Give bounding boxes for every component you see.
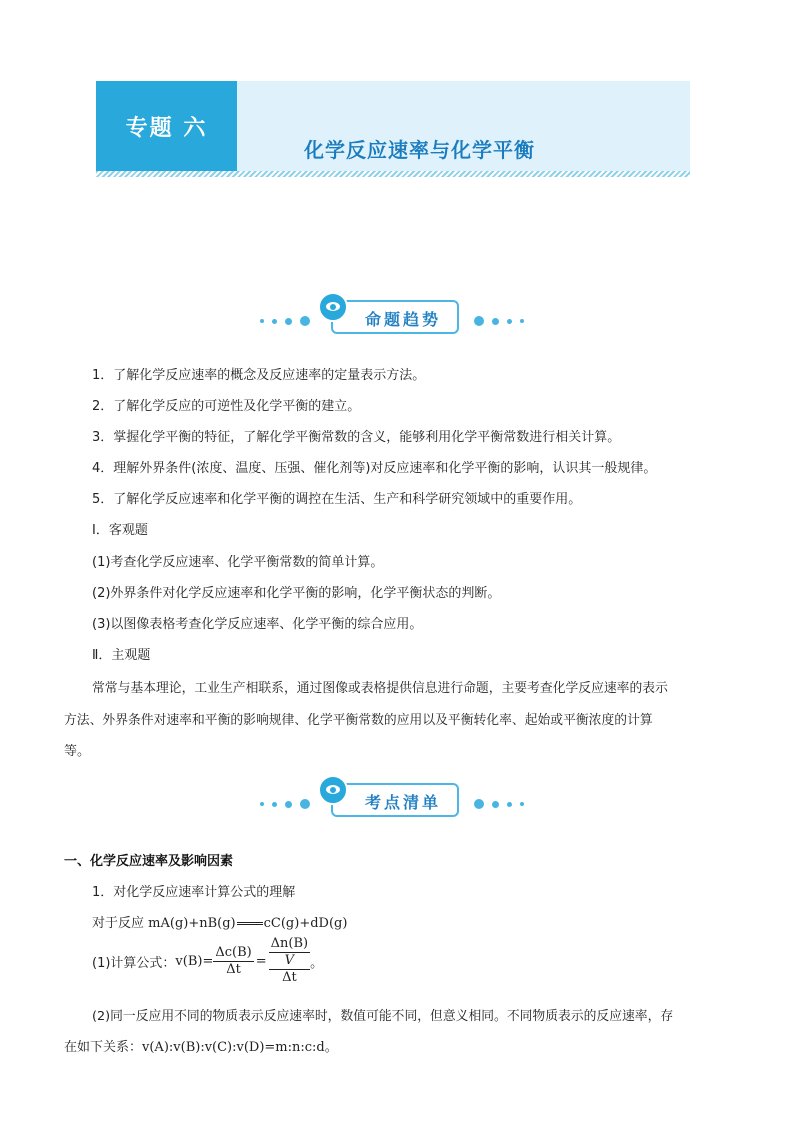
banner-divider (96, 171, 690, 177)
subjective-section-heading: Ⅱ．主观题 (92, 648, 151, 663)
paragraph-2-line-2 (64, 1036, 338, 1055)
left-dots (260, 799, 310, 809)
frac-numerator: Δc(B) (215, 944, 252, 960)
reaction-left: mA(g)+nB(g) (148, 916, 236, 931)
fraction-concentration (213, 945, 253, 978)
chapter-tag: 专题 六 (96, 81, 237, 171)
inner-fraction (269, 936, 310, 969)
subjective-line-2: 方法、外界条件对速率和平衡的影响规律、化学平衡常数的应用以及平衡转化率、起始或平衡浓度的计算 (64, 713, 653, 728)
reaction-right: cC(g)+dD(g) (263, 916, 348, 931)
subsection-heading: 1．对化学反应速率计算公式的理解 (92, 885, 296, 900)
eye-icon (318, 775, 348, 805)
objective-section-heading: Ⅰ．客观题 (92, 523, 148, 538)
reaction-equation (92, 912, 347, 931)
objective-section-item-2: (2)外界条件对化学反应速率和化学平衡的影响，化学平衡状态的判断。 (92, 586, 501, 601)
objective-item-4: 4．理解外界条件(浓度、温度、压强、催化剂等)对反应速率和化学平衡的影响，认识其一般规律。 (92, 461, 657, 476)
frac-compound-numerator (269, 936, 310, 970)
equals-sign: = (255, 953, 267, 969)
formula-v: v(B)= (175, 953, 214, 969)
chapter-title: 化学反应速率与化学平衡 (304, 138, 535, 162)
inner-denominator: V (284, 953, 295, 968)
right-dots (474, 316, 524, 326)
relation-end: 。 (324, 1040, 338, 1055)
fraction-moles (269, 936, 310, 986)
badge-label: 考点清单 (364, 793, 441, 812)
section-badge-checklist (256, 775, 536, 819)
objective-item-1: 1．了解化学反应速率的概念及反应速率的定量表示方法。 (92, 368, 426, 383)
objective-item-5: 5．了解化学反应速率和化学平衡的调控在生活、生产和科学研究领域中的重要作用。 (92, 492, 582, 507)
equilibrium-arrow (237, 922, 263, 925)
subjective-line-3: 等。 (64, 744, 91, 759)
frac-denominator: Δt (282, 970, 297, 985)
objective-item-2: 2．了解化学反应的可逆性及化学平衡的建立。 (92, 399, 361, 414)
badge-frame (331, 300, 459, 334)
section-badge-trend (256, 292, 536, 336)
frac-denominator: Δt (226, 961, 241, 977)
relation-prefix: 在如下关系： (64, 1040, 143, 1055)
rate-formula (92, 936, 323, 986)
badge-frame (331, 783, 459, 817)
formula-label: (1)计算公式： (92, 955, 176, 971)
inner-numerator: Δn(B) (270, 936, 309, 951)
section-heading: 一、化学反应速率及影响因素 (64, 854, 234, 869)
badge-label: 命题趋势 (364, 310, 441, 329)
right-dots (474, 799, 524, 809)
objective-section-item-3: (3)以图像表格考查化学反应速率、化学平衡的综合应用。 (92, 617, 423, 632)
left-dots (260, 316, 310, 326)
formula-end: 。 (310, 955, 324, 971)
paragraph-2-line-1: (2)同一反应用不同的物质表示反应速率时，数值可能不同，但意义相同。不同物质表示的反应速率，存 (92, 1009, 674, 1024)
relation-math: v(A):v(B):v(C):v(D)=m:n:c:d (142, 1040, 325, 1055)
reaction-prefix: 对于反应 (92, 916, 145, 931)
subjective-line-1: 常常与基本理论，工业生产相联系，通过图像或表格提供信息进行命题，主要考查化学反应速率的表示 (92, 681, 668, 696)
objective-section-item-1: (1)考查化学反应速率、化学平衡常数的简单计算。 (92, 555, 384, 570)
objective-item-3: 3．掌握化学平衡的特征，了解化学平衡常数的含义，能够利用化学平衡常数进行相关计算。 (92, 430, 621, 445)
chapter-banner (96, 81, 690, 171)
eye-icon (318, 292, 348, 322)
